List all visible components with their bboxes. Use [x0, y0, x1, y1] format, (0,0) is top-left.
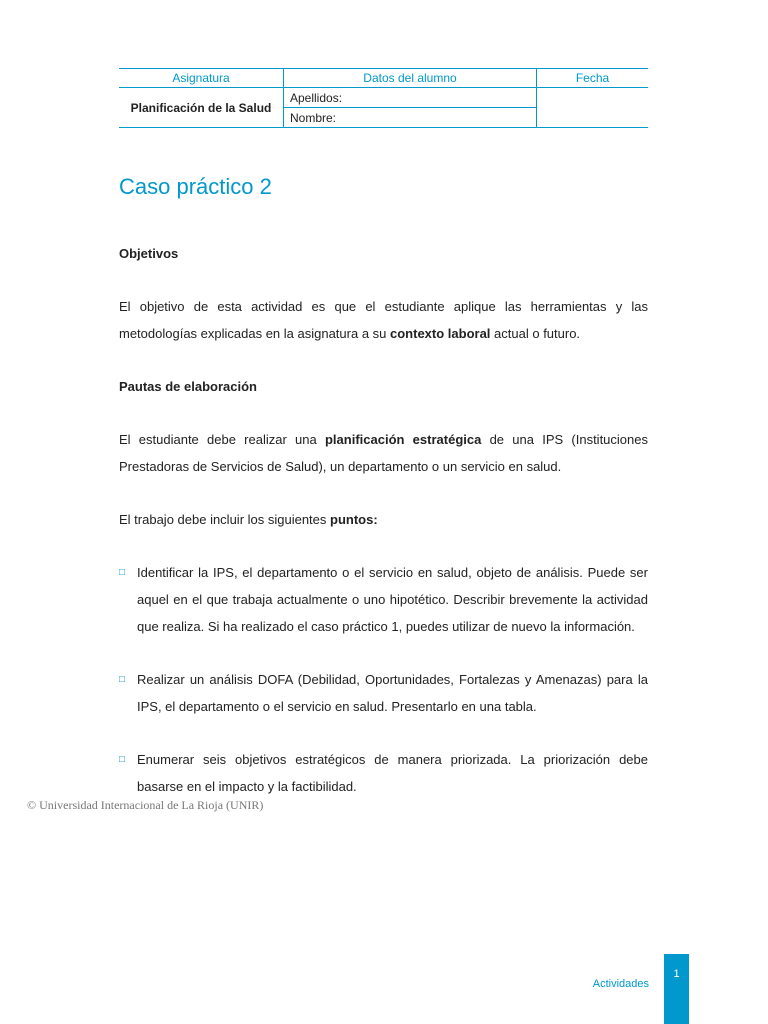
subject-cell: Planificación de la Salud [119, 88, 284, 128]
list-item [119, 666, 648, 720]
header-table [119, 68, 648, 128]
list-item [119, 559, 648, 640]
point-text-2: Realizar un análisis DOFA (Debilidad, Oportunidades, Fortalezas y Amenazas) para la IPS, el departamento o el servicio en salud. Presentarlo en una tabla. [137, 672, 648, 714]
guidelines-paragraph-2 [119, 506, 648, 533]
page-number: 1 [673, 968, 680, 980]
objectives-text-1: El objetivo de esta actividad es que el estudiante aplique las herramientas y las metodologías explicadas en la asignatura a su [119, 299, 648, 341]
guidelines-paragraph-1 [119, 426, 648, 480]
point-text-3: Enumerar seis objetivos estratégicos de manera priorizada. La priorización debe basarse en el impacto y la factibilidad. [137, 752, 648, 794]
date-field [537, 88, 649, 128]
guidelines-p1-bold: planificación estratégica [324, 432, 482, 447]
objectives-text-bold: contexto laboral [390, 326, 491, 341]
footer-section-label: Actividades [592, 978, 649, 990]
point-text-1: Identificar la IPS, el departamento o el servicio en salud, objeto de análisis. Puede ser aquel en el que trabaja actualmente o uno hipotético. Describir brevemente la actividad que realiza. Si ha realizado el caso práctico 1, puedes utilizar de nuevo la información. [137, 565, 648, 634]
guidelines-p1-text-1: El estudiante debe realizar una [119, 432, 325, 447]
page-title: Caso práctico 2 [119, 174, 272, 199]
guidelines-p2-text: El trabajo debe incluir los siguientes [119, 512, 331, 527]
square-bullet-icon: □ [119, 754, 126, 765]
objectives-text-2: actual o futuro. [490, 326, 581, 341]
document-body [119, 240, 648, 826]
list-item [119, 746, 648, 800]
points-list [119, 559, 648, 800]
guidelines-p2-bold: puntos: [330, 512, 378, 527]
col-student-header: Datos del alumno [284, 69, 537, 88]
square-bullet-icon: □ [119, 567, 126, 578]
square-bullet-icon: □ [119, 674, 126, 685]
copyright-notice: © Universidad Internacional de La Rioja (UNIR) [27, 798, 264, 812]
col-subject-header: Asignatura [119, 69, 284, 88]
guidelines-p1-text-2: de una IPS (Instituciones Prestadoras de Servicios de Salud), un departamento o un servicio en salud. [119, 432, 648, 474]
page-number-tab [664, 954, 689, 1024]
col-date-header: Fecha [537, 69, 649, 88]
name-field: Nombre: [284, 108, 537, 128]
objectives-heading: Objetivos [119, 246, 179, 261]
guidelines-heading: Pautas de elaboración [119, 379, 257, 394]
objectives-paragraph [119, 293, 648, 347]
surname-field: Apellidos: [284, 88, 537, 108]
